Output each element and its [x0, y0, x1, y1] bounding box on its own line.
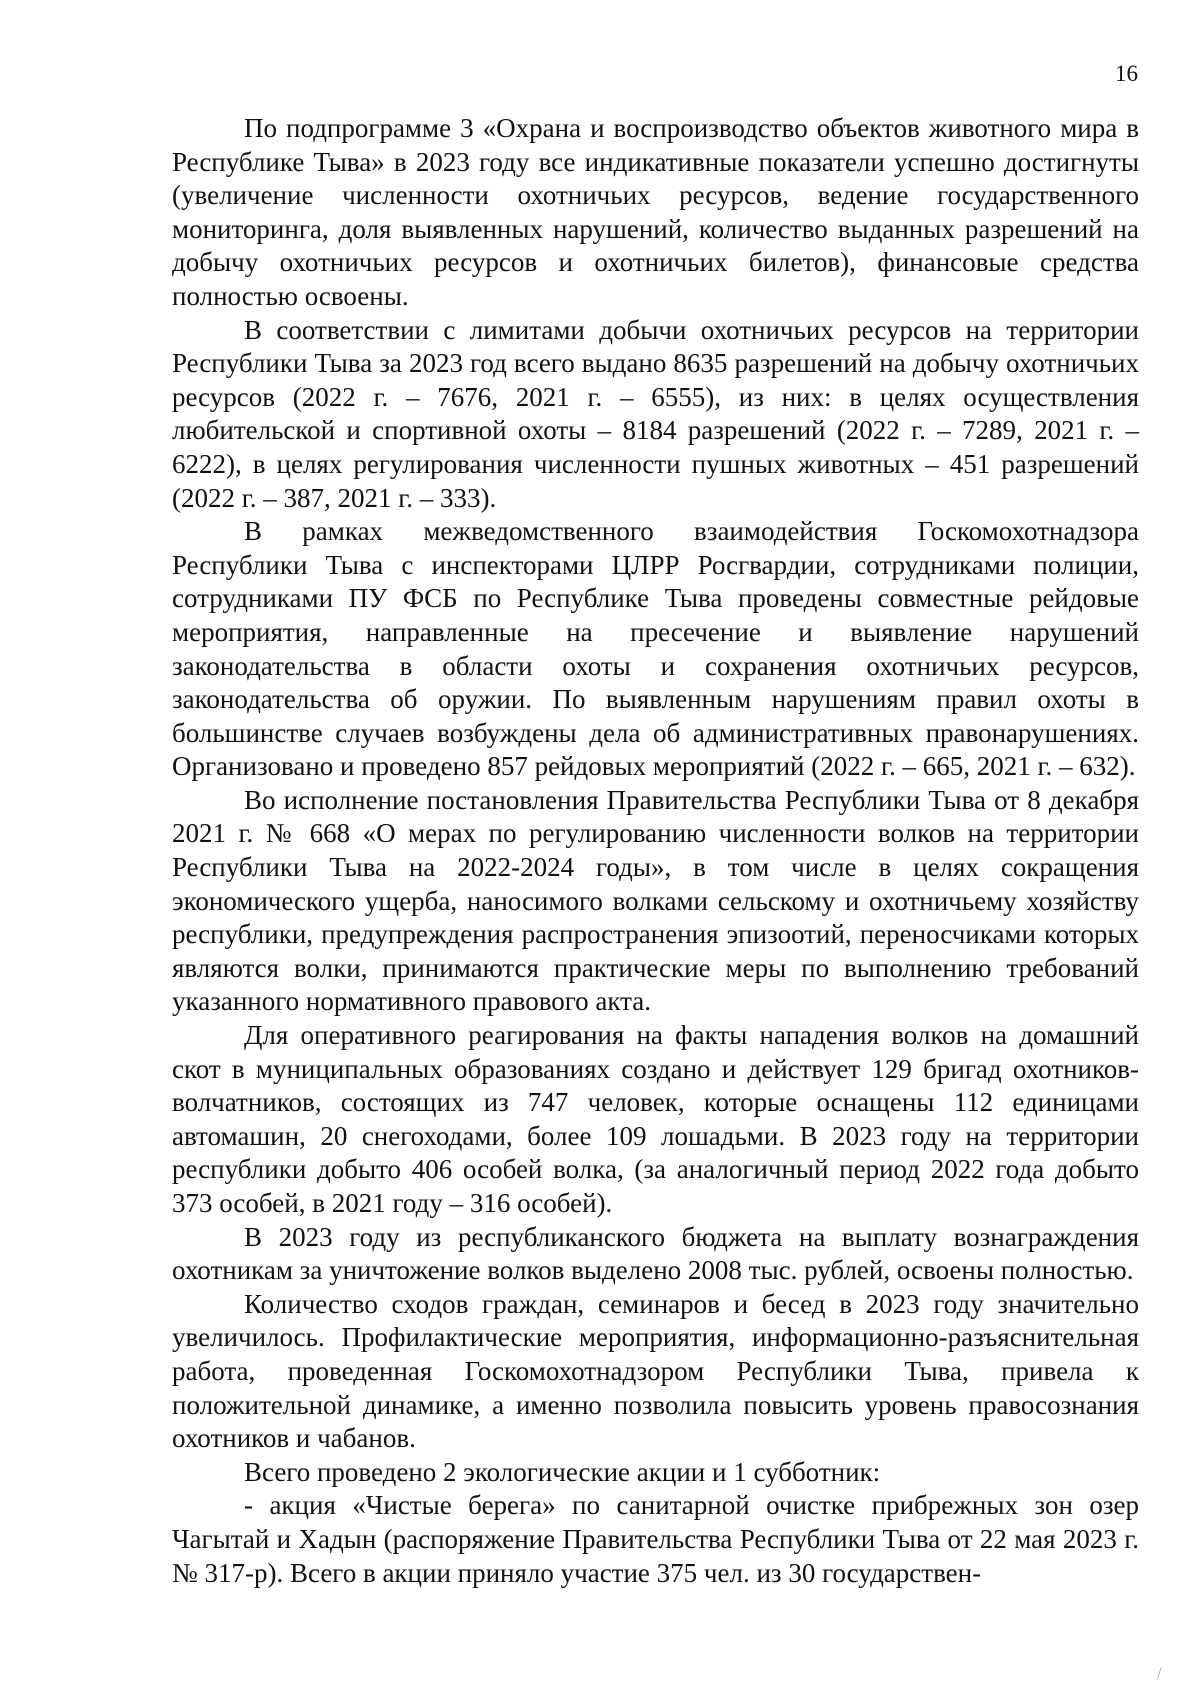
paragraph-eco-actions: Всего проведено 2 экологические акции и 1 субботник:: [244, 1456, 881, 1487]
paragraph-prevention-work: Количество сходов граждан, семинаров и бесед в 2023 году значительно увеличилось. Профилактические мероприятия, информационно-разъяснительная работа, проведенная Госкомохотнадзором Республики Тыва, привела к положительной динамике, а именно позволила повысить уровень правосознания охотников и чабанов.: [172, 1288, 1139, 1454]
paragraph-wolf-brigades: Для оперативного реагирования на факты нападения волков на домашний скот в муниципальных образованиях создано и действует 129 бригад охотников-волчатников, состоящих из 747 человек, которые оснащены 112 единицами автомашин, 20 снегоходами, более 109 лошадьми. В 2023 году на территории республики добыто 406 особей волка, (за аналогичный период 2022 года добыто 373 особей, в 2021 году – 316 особей).: [172, 1020, 1139, 1218]
paragraph-wolf-bounty: В 2023 году из республиканского бюджета на выплату вознаграждения охотникам за уничтожение волков выделено 2008 тыс. рублей, освоены полностью.: [172, 1221, 1139, 1286]
paragraph-clean-shores-action: - акция «Чистые берега» по санитарной очистке прибрежных зон озер Чагытай и Хадын (распоряжение Правительства Республики Тыва от 22 мая 2023 г. № 317-р). Всего в акции приняло участие 375 чел. из 30 государствен-: [172, 1490, 1139, 1588]
paragraph-wolf-regulation: Во исполнение постановления Правительства Республики Тыва от 8 декабря 2021 г. № 668 «О мерах по регулированию численности волков на территории Республики Тыва на 2022-2024 годы», в том числе в целях сокращения экономического ущерба, наносимого волками сельскому и охотничьему хозяйству республики, предупреждения распространения эпизоотий, переносчиками которых являются волки, принимаются практические меры по выполнению требований указанного нормативного правового акта.: [172, 784, 1139, 1017]
paragraph-hunting-permits: В соответствии с лимитами добычи охотничьих ресурсов на территории Республики Тыва за 2023 год всего выдано 8635 разрешений на добычу охотничьих ресурсов (2022 г. – 7676, 2021 г. – 6555), из них: в целях осуществления любительской и спортивной охоты – 8184 разрешений (2022 г. – 7289, 2021 г. – 6222), в целях регулирования численности пушных животных – 451 разрешений (2022 г. – 387, 2021 г. – 333).: [172, 314, 1139, 513]
page-number: 16: [1115, 61, 1138, 86]
paragraph-raids: В рамках межведомственного взаимодействия Госкомохотнадзора Республики Тыва с инспекторами ЦЛРР Росгвардии, сотрудниками полиции, сотрудниками ПУ ФСБ по Республике Тыва проведены совместные рейдовые мероприятия, направленные на пресечение и выявление нарушений законодательства в области охоты и сохранения охотничьих ресурсов, законодательства об оружии. По выявленным нарушениям правил охоты в большинстве случаев возбуждены дела об административных правонарушениях. Организовано и проведено 857 рейдовых мероприятий (2022 г. – 665, 2021 г. – 632).: [172, 516, 1139, 782]
paragraph-subprogram-3: По подпрограмме 3 «Охрана и воспроизводство объектов животного мира в Республике Тыва» в 2023 году все индикативные показатели успешно достигнуты (увеличение численности охотничьих ресурсов, ведение государственного мониторинга, доля выявленных нарушений, количество выданных разрешений на добычу охотничьих ресурсов и охотничьих билетов), финансовые средства полностью освоены.: [172, 113, 1139, 311]
scan-mark-icon: ⁄: [1155, 1665, 1164, 1683]
document-body: [172, 112, 1139, 1590]
